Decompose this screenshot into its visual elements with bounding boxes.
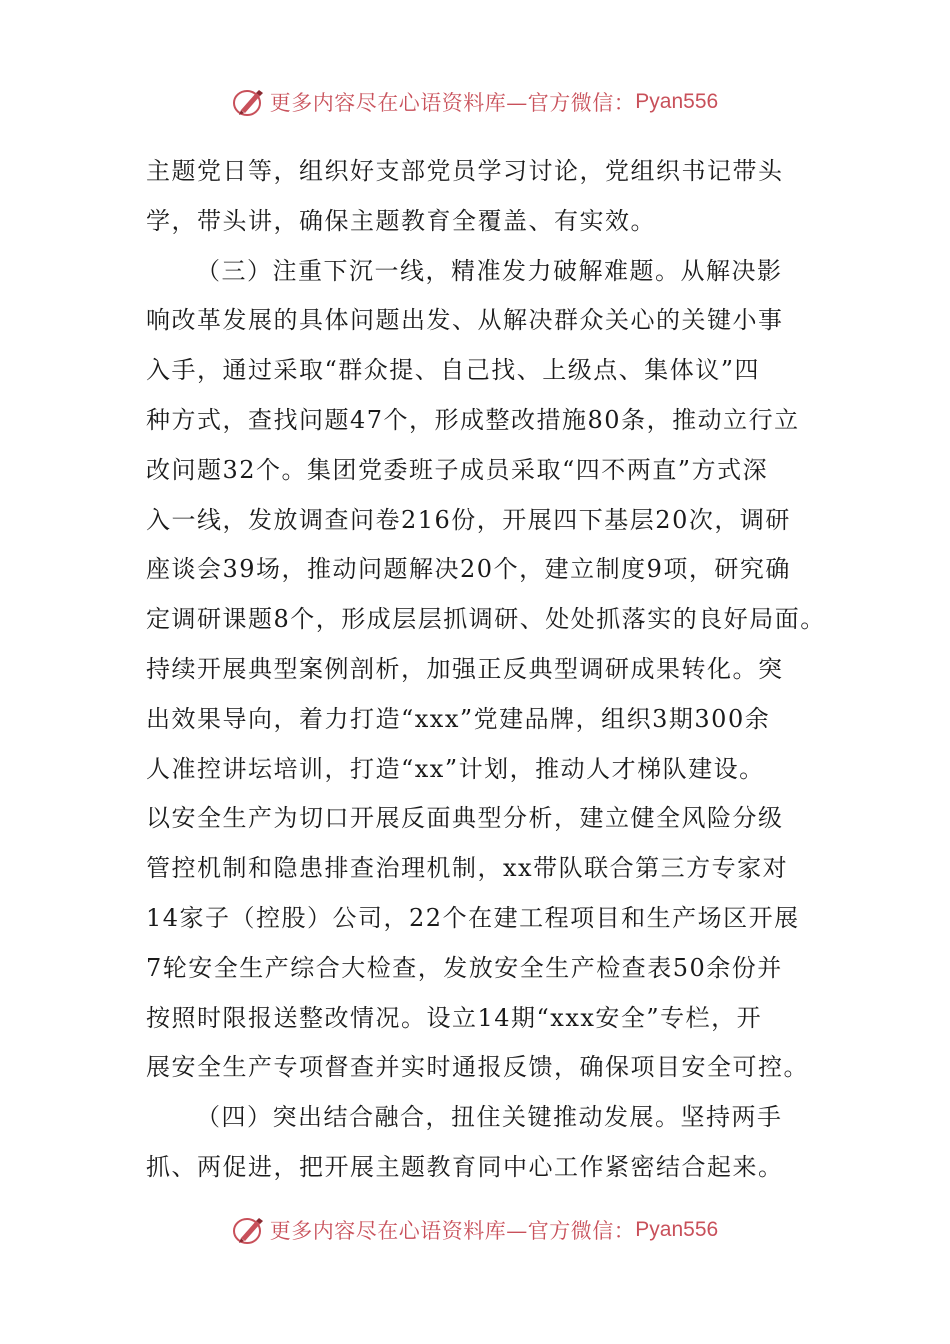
banner-wechat-id: Pyan556 <box>635 90 719 113</box>
text-line: 14家子（控股）公司，22个在建工程项目和生产场区开展 <box>146 903 800 932</box>
text-line: 按照时限报送整改情况。设立14期“xxx安全”专栏，开 <box>146 1003 763 1032</box>
text-line: 抓、两促进，把开展主题教育同中心工作紧密结合起来。 <box>146 1152 784 1181</box>
banner-wechat-id: Pyan556 <box>635 1218 719 1241</box>
text-line: 入手，通过采取“群众提、自己找、上级点、集体议”四 <box>146 356 761 385</box>
text-line: 持续开展典型案例剖析，加强正反典型调研成果转化。突 <box>146 654 784 683</box>
header-banner <box>0 82 950 122</box>
section-heading-three: （三）注重下沉一线，精准发力破解难题。从解决影 <box>196 256 783 285</box>
text-line: 学，带头讲，确保主题教育全覆盖、有实效。 <box>146 206 656 235</box>
banner-text: 更多内容尽在心语资料库—官方微信： <box>269 1219 636 1243</box>
text-line: 人准控讲坛培训，打造“xx”计划，推动人才梯队建设。 <box>146 754 765 783</box>
pen-logo-icon <box>232 85 266 119</box>
document-body <box>146 147 826 1193</box>
text-line: 出效果导向，着力打造“xxx”党建品牌，组织3期300余 <box>146 704 771 733</box>
text-line: 展安全生产专项督查并实时通报反馈，确保项目安全可控。 <box>146 1053 809 1082</box>
text-line: 入一线，发放调查问卷216份，开展四下基层20次，调研 <box>146 505 791 534</box>
text-line: 以安全生产为切口开展反面典型分析，建立健全风险分级 <box>146 804 784 833</box>
text-line: 种方式，查找问题47个，形成整改措施80条，推动立行立 <box>146 405 800 434</box>
text-line: 响改革发展的具体问题出发、从解决群众关心的关键小事 <box>146 306 784 335</box>
footer-banner <box>0 1210 950 1250</box>
text-line: 管控机制和隐患排查治理机制，xx带队联合第三方专家对 <box>146 854 789 883</box>
section-heading-four: （四）突出结合融合，扭住关键推动发展。坚持两手 <box>196 1103 783 1132</box>
text-line: 定调研课题8个，形成层层抓调研、处处抓落实的良好局面。 <box>146 605 826 634</box>
pen-logo-icon <box>232 1213 266 1247</box>
text-line: 主题党日等，组织好支部党员学习讨论，党组织书记带头 <box>146 157 784 185</box>
text-line: 座谈会39场，推动问题解决20个，建立制度9项，研究确 <box>146 555 791 584</box>
text-line: 7轮安全生产综合大检查，发放安全生产检查表50余份并 <box>146 953 783 982</box>
text-line: 改问题32个。集团党委班子成员采取“四不两直”方式深 <box>146 455 769 484</box>
banner-text: 更多内容尽在心语资料库—官方微信： <box>269 91 636 115</box>
